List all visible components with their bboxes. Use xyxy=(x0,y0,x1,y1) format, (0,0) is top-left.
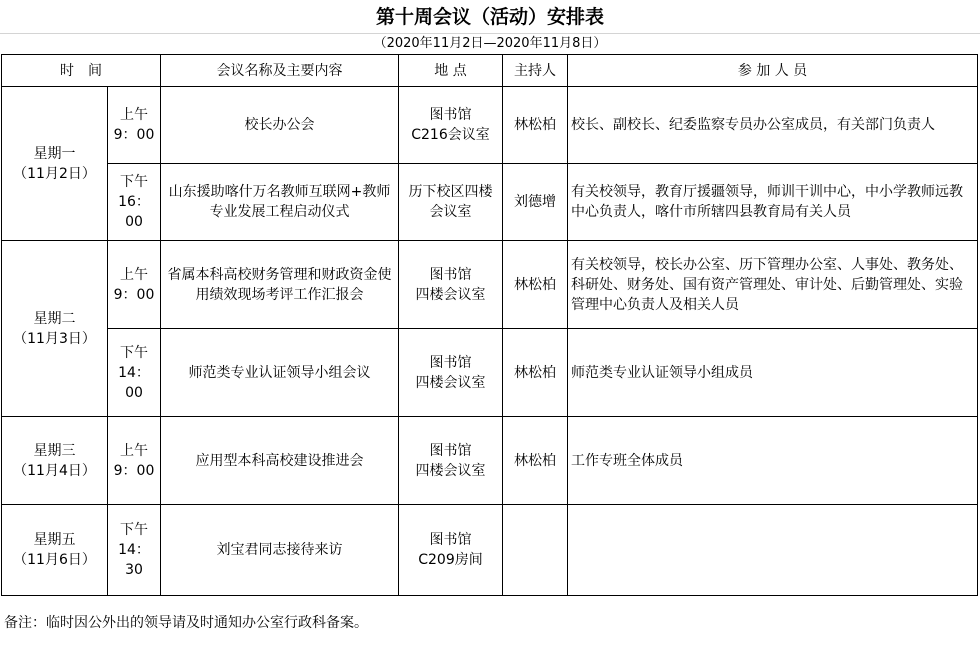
header-place: 地 点 xyxy=(399,55,503,87)
time-cell xyxy=(108,329,161,417)
period-label: 下午 xyxy=(120,174,148,190)
time-cell xyxy=(108,505,161,596)
host-cell: 林松柏 xyxy=(503,329,568,417)
remark-note: 备注：临时因公外出的领导请及时通知办公室行政科备案。 xyxy=(4,615,368,631)
place-line-2: 会议室 xyxy=(429,204,472,220)
meeting-content: 山东援助喀什万名教师互联网+教师专业发展工程启动仪式 xyxy=(161,164,399,241)
day-cell xyxy=(2,241,108,417)
schedule-table xyxy=(1,54,978,596)
period-label: 上午 xyxy=(120,442,148,459)
date-range: （2020年11月2日—2020年11月8日） xyxy=(373,36,607,51)
time-cell xyxy=(108,164,161,241)
time-label: 9：00 xyxy=(113,127,155,143)
header-content: 会议名称及主要内容 xyxy=(161,55,399,87)
attendees-cell: 有关校领导，教育厅援疆领导，师训干训中心，中小学教师远教中心负责人，喀什市所辖四县教育局有关人员 xyxy=(568,164,978,241)
header-attendees: 参 加 人 员 xyxy=(568,55,978,87)
time-cell xyxy=(108,417,161,505)
place-cell xyxy=(399,241,503,329)
place-line-1: 图书馆 xyxy=(429,354,472,371)
place-line-1: 历下校区四楼 xyxy=(408,184,493,200)
place-cell xyxy=(399,505,503,596)
period-label: 下午 xyxy=(120,522,148,538)
place-line-2: 四楼会议室 xyxy=(415,286,486,303)
meeting-content: 省属本科高校财务管理和财政资金使用绩效现场考评工作汇报会 xyxy=(161,241,399,329)
attendees-cell: 有关校领导，校长办公室、历下管理办公室、人事处、教务处、科研处、财务处、国有资产管理处、审计处、后勤管理处、实验管理中心负责人及相关人员 xyxy=(568,241,978,329)
place-line-1: 图书馆 xyxy=(429,266,472,283)
place-line-2: 四楼会议室 xyxy=(415,374,486,391)
place-cell xyxy=(399,87,503,164)
time-label: 9：00 xyxy=(113,286,155,303)
period-label: 下午 xyxy=(120,344,148,361)
table-row xyxy=(2,164,978,241)
meeting-content: 刘宝君同志接待来访 xyxy=(161,505,399,596)
host-cell: 林松柏 xyxy=(503,417,568,505)
place-cell xyxy=(399,164,503,241)
period-label: 上午 xyxy=(120,266,148,283)
attendees-cell: 校长、副校长、纪委监察专员办公室成员，有关部门负责人 xyxy=(568,87,978,164)
time-label: 14：30 xyxy=(118,542,150,578)
place-line-1: 图书馆 xyxy=(429,107,472,123)
place-line-2: C209房间 xyxy=(418,552,483,568)
table-row xyxy=(2,505,978,596)
day-label: 星期一 xyxy=(33,145,76,162)
place-line-2: 四楼会议室 xyxy=(415,462,486,479)
table-header-row xyxy=(2,55,978,87)
header-time: 时 间 xyxy=(2,55,161,87)
time-label: 16：00 xyxy=(118,194,150,230)
host-cell xyxy=(503,505,568,596)
time-label: 14：00 xyxy=(118,364,150,401)
day-date: （11月2日） xyxy=(13,165,96,182)
day-date: （11月3日） xyxy=(13,330,96,347)
period-label: 上午 xyxy=(120,107,148,123)
day-label: 星期二 xyxy=(33,310,76,327)
table-row xyxy=(2,329,978,417)
attendees-cell: 工作专班全体成员 xyxy=(568,417,978,505)
meeting-content: 校长办公会 xyxy=(161,87,399,164)
time-label: 9：00 xyxy=(113,462,155,479)
day-label: 星期三 xyxy=(33,442,76,459)
place-cell xyxy=(399,329,503,417)
table-row xyxy=(2,87,978,164)
host-cell: 林松柏 xyxy=(503,241,568,329)
time-cell xyxy=(108,87,161,164)
place-line-2: C216会议室 xyxy=(411,127,490,143)
host-cell: 林松柏 xyxy=(503,87,568,164)
header-host: 主持人 xyxy=(503,55,568,87)
attendees-cell: 师范类专业认证领导小组成员 xyxy=(568,329,978,417)
table-row xyxy=(2,241,978,329)
meeting-content: 师范类专业认证领导小组会议 xyxy=(161,329,399,417)
place-line-1: 图书馆 xyxy=(429,442,472,459)
day-date: （11月4日） xyxy=(13,462,96,479)
meeting-content: 应用型本科高校建设推进会 xyxy=(161,417,399,505)
day-date: （11月6日） xyxy=(13,552,96,568)
day-cell xyxy=(2,505,108,596)
attendees-cell xyxy=(568,505,978,596)
day-cell xyxy=(2,417,108,505)
time-cell xyxy=(108,241,161,329)
page-title: 第十周会议（活动）安排表 xyxy=(0,0,980,34)
table-row xyxy=(2,417,978,505)
day-cell xyxy=(2,87,108,241)
place-cell xyxy=(399,417,503,505)
place-line-1: 图书馆 xyxy=(429,532,472,548)
host-cell: 刘德增 xyxy=(503,164,568,241)
day-label: 星期五 xyxy=(33,532,76,548)
